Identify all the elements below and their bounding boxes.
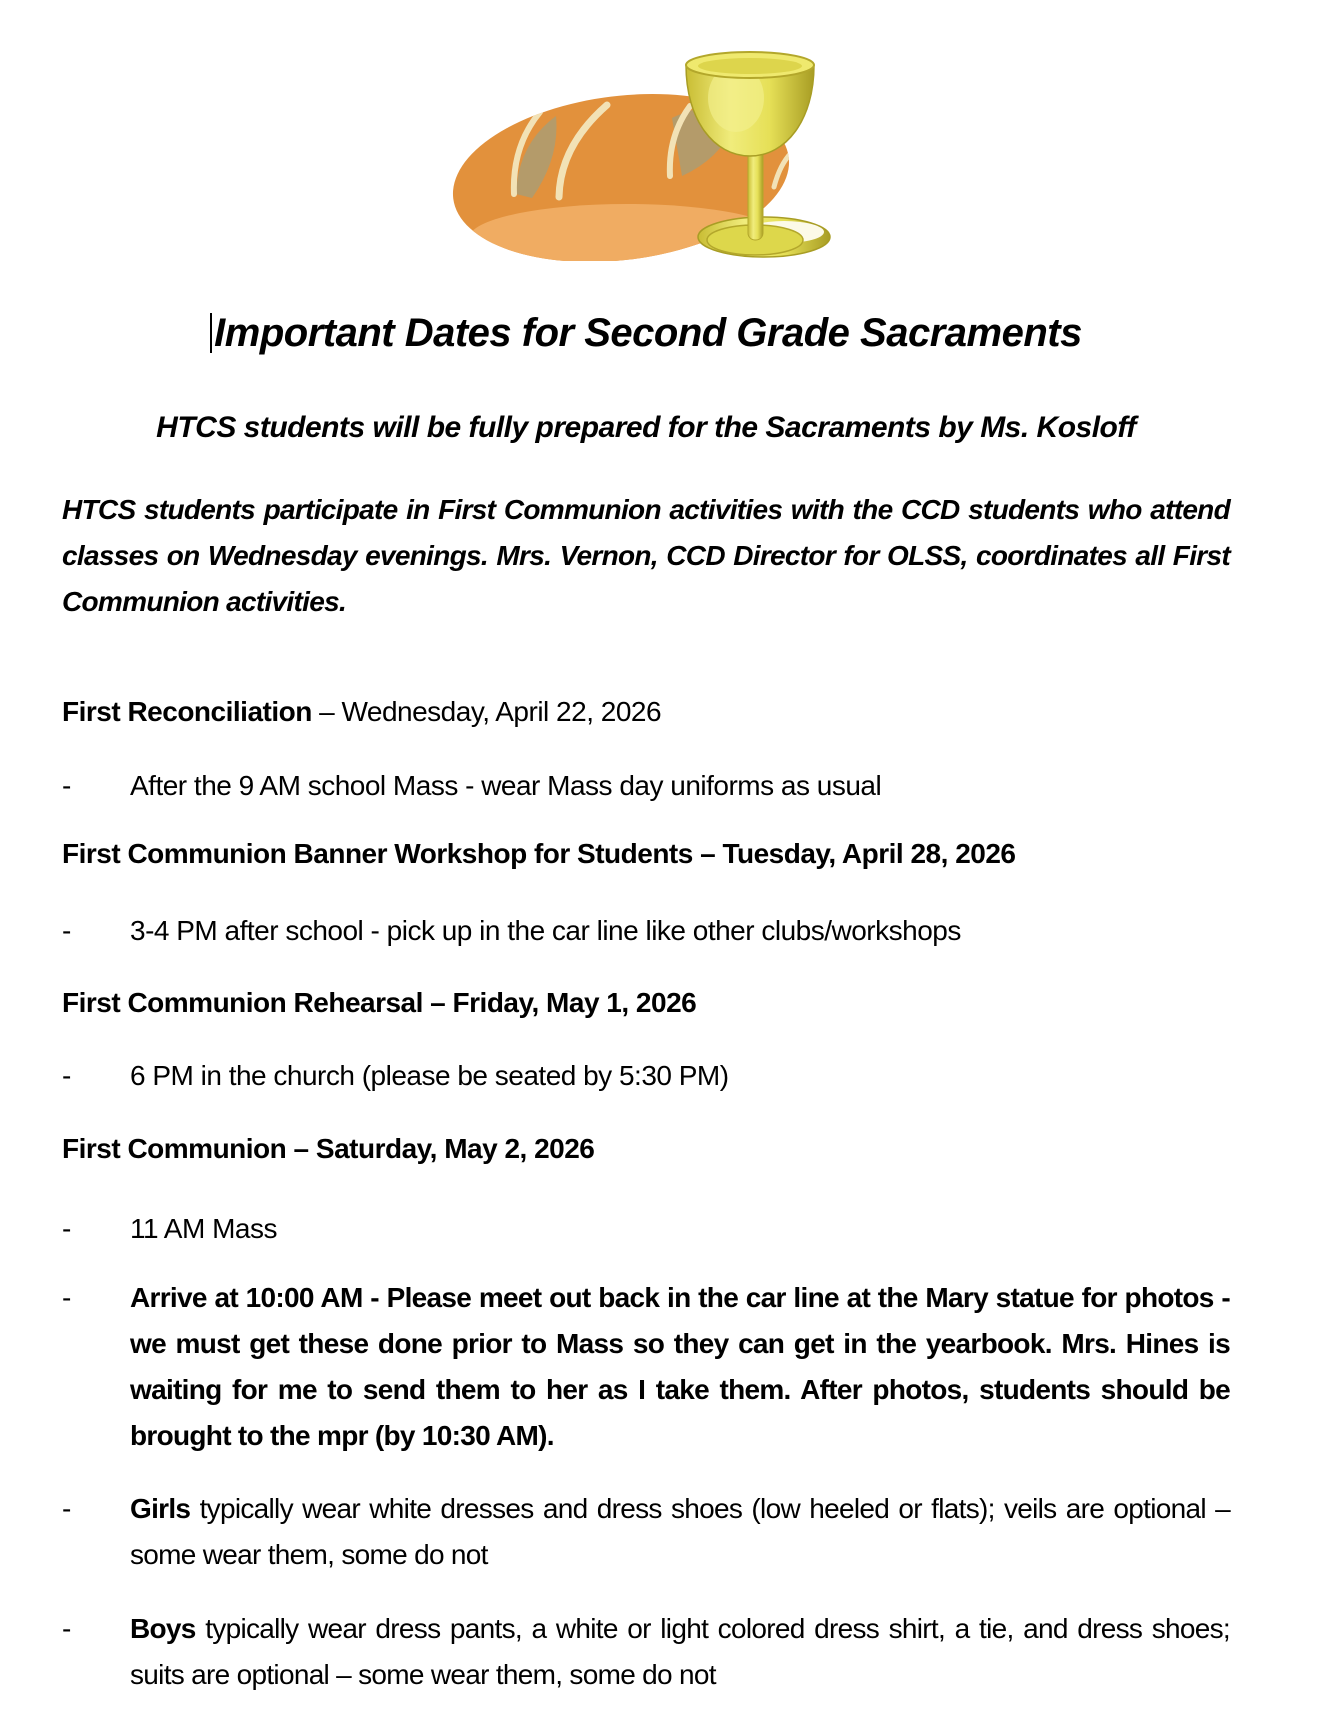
section-first-communion: [62, 1126, 1230, 1698]
bullet-marker: -: [62, 1213, 71, 1244]
bullet-text: 6 PM in the church (please be seated by 5:30 PM): [130, 1060, 729, 1091]
bullet-lead: Girls: [130, 1493, 191, 1524]
bullet-item: [62, 1275, 1230, 1459]
bullet-item: [62, 1486, 1230, 1578]
section-heading: [62, 689, 1230, 735]
bread-and-chalice-image: [452, 46, 847, 261]
section-heading: [62, 831, 1230, 877]
section-heading-bold: First Communion Banner Workshop for Students – Tuesday, April 28, 2026: [62, 838, 1016, 869]
section-heading-bold: First Reconciliation: [62, 696, 312, 727]
bullet-item: [62, 1206, 1230, 1252]
bullet-marker: -: [62, 1060, 71, 1091]
document-title: [62, 309, 1230, 357]
section-heading-date: – Wednesday, April 22, 2026: [311, 696, 662, 727]
bullet-item: [62, 763, 1230, 809]
section-heading: [62, 980, 1230, 1026]
text-cursor: [210, 313, 212, 353]
bullet-marker: -: [62, 915, 71, 946]
section-banner-workshop: [62, 831, 1230, 954]
bullet-text: 3-4 PM after school - pick up in the car line like other clubs/workshops: [130, 915, 961, 946]
section-first-reconciliation: [62, 689, 1230, 809]
section-heading: [62, 1126, 1230, 1172]
bullet-item: [62, 1053, 1230, 1099]
bullet-text: [130, 1606, 1230, 1698]
bullet-marker: -: [62, 770, 71, 801]
bullet-text: Arrive at 10:00 AM - Please meet out back in the car line at the Mary statue for photos - we must get these done prior to Mass so they can get in the yearbook. Mrs. Hines is waiting for me to send them to her as I take them. After photos, students should be brought to the mpr (by 10:30 AM).: [130, 1282, 1230, 1451]
document-subtitle: HTCS students will be fully prepared for the Sacraments by Ms. Kosloff: [156, 411, 1136, 444]
bullet-text: After the 9 AM school Mass - wear Mass day uniforms as usual: [130, 770, 882, 801]
bread-and-chalice-graphic: [452, 46, 847, 261]
bullet-text-rest: typically wear white dresses and dress shoes (low heeled or flats); veils are optional – some wear them, some do not: [130, 1493, 1230, 1570]
section-heading-bold: First Communion – Saturday, May 2, 2026: [62, 1133, 595, 1164]
document-title-text: Important Dates for Second Grade Sacraments: [214, 311, 1082, 355]
bullet-marker: -: [62, 1613, 71, 1644]
bullet-marker: -: [62, 1282, 71, 1313]
section-heading-bold: First Communion Rehearsal – Friday, May 1, 2026: [62, 987, 697, 1018]
bullet-lead: Boys: [130, 1613, 196, 1644]
bullet-text: [130, 1486, 1230, 1578]
section-rehearsal: [62, 980, 1230, 1099]
bullet-marker: -: [62, 1493, 71, 1524]
document-body: [62, 309, 1230, 1698]
bullet-item: [62, 908, 1230, 954]
bullet-item: [62, 1606, 1230, 1698]
intro-paragraph: HTCS students participate in First Communion activities with the CCD students who attend classes on Wednesday evenings. Mrs. Vernon, CCD Director for OLSS, coordinates all First Communion activities.: [62, 494, 1230, 617]
bullet-text: 11 AM Mass: [130, 1213, 277, 1244]
bullet-text-rest: typically wear dress pants, a white or light colored dress shirt, a tie, and dress shoes; suits are optional – some wear them, some do not: [130, 1613, 1230, 1690]
